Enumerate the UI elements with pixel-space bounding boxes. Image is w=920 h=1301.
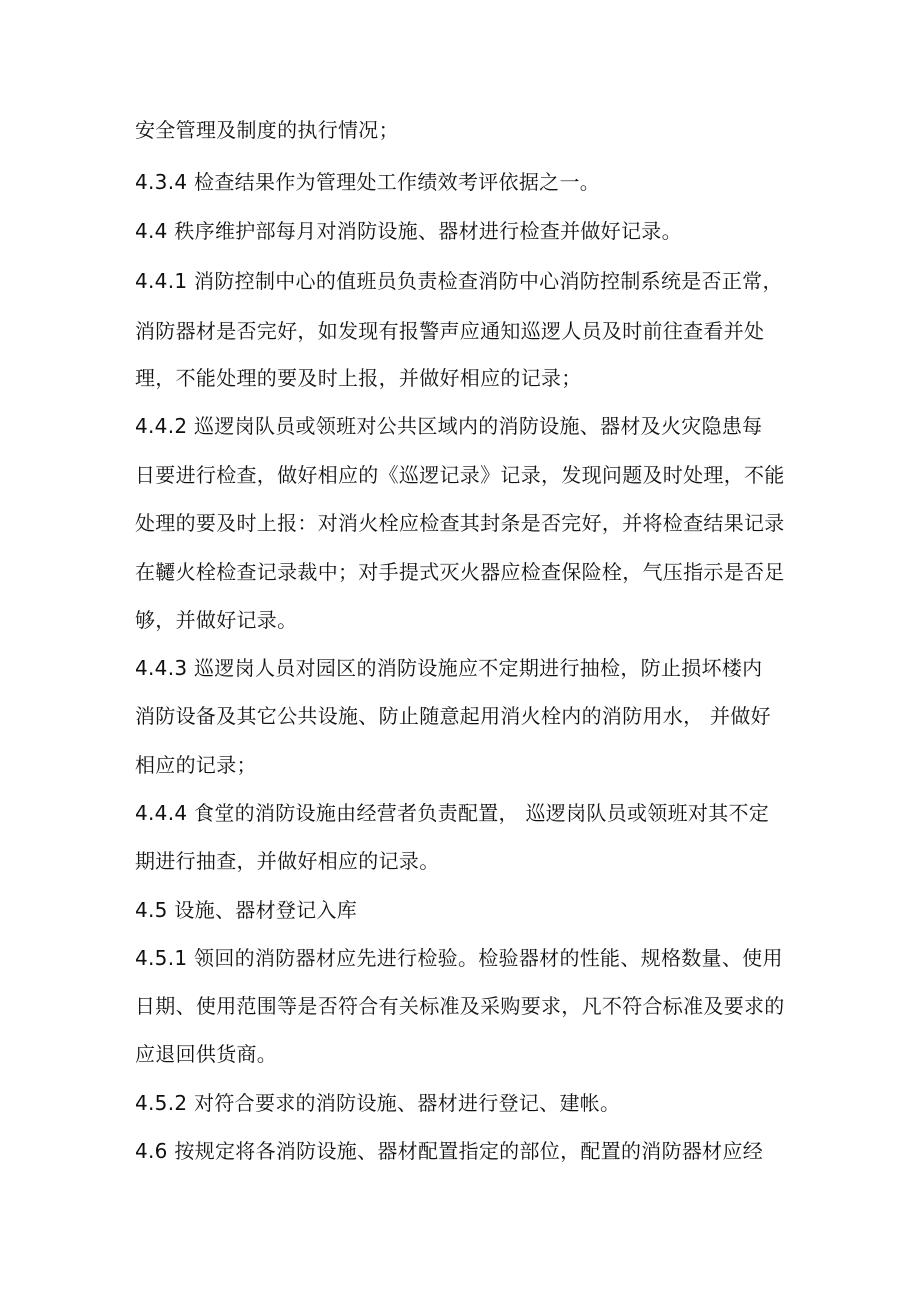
text-line: 4.5.1 领回的消防器材应先进行检验。检验器材的性能、规格数量、使用 [135,946,783,970]
text-line: 相应的记录； [135,753,257,777]
text-line: 消防器材是否完好，如发现有报警声应通知巡逻人员及时前往查看并处 [135,319,765,343]
text-line: 在韆火栓检查记录裁中；对手提式灭火器应检查保险栓，气压指示是否足 [135,560,785,584]
text-line: 日期、使用范围等是否符合有关标准及采购要求，凡不符合标准及要求的 [135,994,785,1018]
text-line: 4.4 秩序维护部每月对消防设施、器材进行检查并做好记录。 [135,219,682,243]
text-line: 理，不能处理的要及时上报，并做好相应的记录； [135,366,582,390]
text-line: 安全管理及制度的执行情况； [135,118,399,142]
text-line: 处理的要及时上报：对消火栓应检查其封条是否完好，并将检查结果记录 [135,511,785,535]
text-line: 4.5 设施、器材登记入库 [135,898,358,922]
text-line: 期进行抽查，并做好相应的记录。 [135,849,440,873]
text-line: 消防设备及其它公共设施、防止随意起用消火栓内的消防用水， 并做好 [135,704,771,728]
text-line: 4.4.3 巡逻岗人员对园区的消防设施应不定期进行抽检，防止损坏楼内 [135,656,763,680]
text-line: 4.5.2 对符合要求的消防设施、器材进行登记、建帐。 [135,1091,621,1115]
text-line: 应退回供货商。 [135,1042,278,1066]
text-line: 4.4.1 消防控制中心的值班员负责检查消防中心消防控制系统是否正常， [135,269,783,293]
text-line: 日要进行检查，做好相应的《巡逻记录》记录，发现问题及时处理，不能 [135,463,785,487]
text-line: 够，并做好记录。 [135,608,298,632]
text-line: 4.3.4 检查结果作为管理处工作绩效考评依据之一。 [135,170,601,194]
text-line: 4.4.4 食堂的消防设施由经营者负责配置， 巡逻岗队员或领班对其不定 [135,801,770,825]
text-line: 4.6 按规定将各消防设施、器材配置指定的部位，配置的消防器材应经 [135,1139,764,1163]
text-line: 4.4.2 巡逻岗队员或领班对公共区域内的消防设施、器材及火灾隐患每 [135,414,763,438]
